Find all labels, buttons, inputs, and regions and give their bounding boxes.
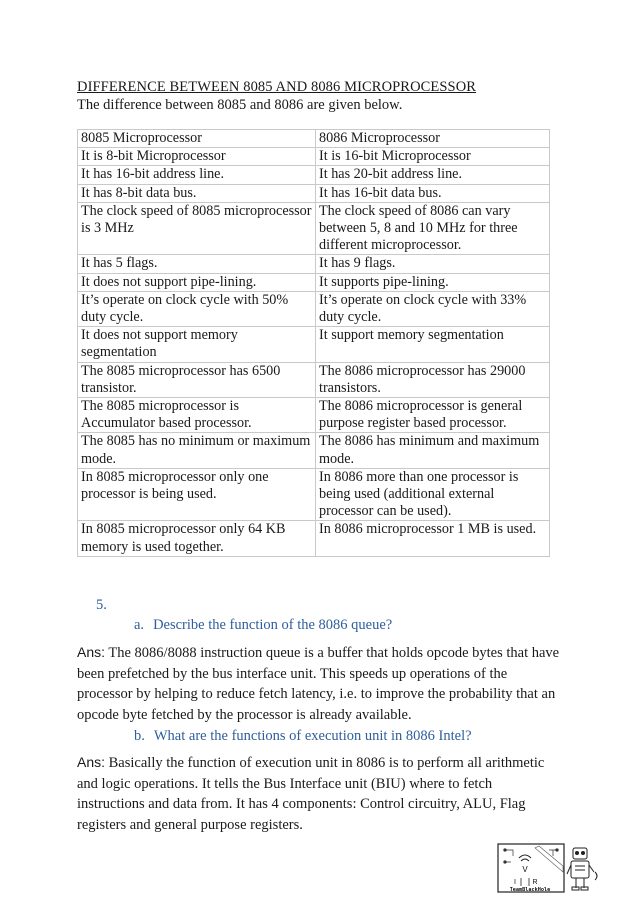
table-row <box>78 202 550 255</box>
table-row <box>78 166 550 184</box>
table-cell-8085: It has 5 flags. <box>78 255 316 273</box>
logo-letter-i: I <box>514 879 516 886</box>
comparison-table-body <box>78 130 550 557</box>
table-cell-8085: It is 8-bit Microprocessor <box>78 148 316 166</box>
table-cell-8086: In 8086 more than one processor is being used (additional external processor can be used). <box>316 468 550 521</box>
table-cell-8086: In 8086 microprocessor 1 MB is used. <box>316 521 550 556</box>
table-cell-8085: In 8085 microprocessor only one processor is being used. <box>78 468 316 521</box>
table-row <box>78 291 550 326</box>
table-cell-8085: It has 8-bit data bus. <box>78 184 316 202</box>
table-row <box>78 273 550 291</box>
logo-letter-v: V <box>522 865 528 874</box>
table-cell-8085: The 8085 has no minimum or maximum mode. <box>78 433 316 468</box>
question-a <box>134 616 392 634</box>
question-b-text: What are the functions of execution unit in 8086 Intel? <box>153 728 472 744</box>
table-cell-8085: It’s operate on clock cycle with 50% duty cycle. <box>78 291 316 326</box>
question-b-label: b. <box>134 728 145 744</box>
answer-a <box>77 642 563 725</box>
answer-b-label: Ans: <box>77 754 106 770</box>
logo-signal-icon <box>519 855 531 861</box>
table-cell-8086: It support memory segmentation <box>316 327 550 362</box>
table-header-row <box>78 130 550 148</box>
logo-letter-r: R <box>532 879 538 886</box>
table-row <box>78 521 550 556</box>
table-cell-8086: The clock speed of 8086 can vary between 5, 8 and 10 MHz for three different microprocessor. <box>316 202 550 255</box>
table-cell-8086: It has 16-bit data bus. <box>316 184 550 202</box>
comparison-table <box>77 129 550 557</box>
table-cell-8086: The 8086 microprocessor is general purpose register based processor. <box>316 398 550 433</box>
question-a-label: a. <box>134 617 145 633</box>
table-cell-8086: The 8086 has minimum and maximum mode. <box>316 433 550 468</box>
logo-brand-text: TeamBlackHole <box>509 887 551 893</box>
table-row <box>78 362 550 397</box>
table-row <box>78 148 550 166</box>
table-cell-8085: The 8085 microprocessor has 6500 transistor. <box>78 362 316 397</box>
table-cell-8085: It does not support pipe-lining. <box>78 273 316 291</box>
table-cell-8086: It has 20-bit address line. <box>316 166 550 184</box>
table-cell-8086: The 8086 microprocessor has 29000 transistors. <box>316 362 550 397</box>
table-row <box>78 468 550 521</box>
team-logo <box>497 842 605 894</box>
question-a-text: Describe the function of the 8086 queue? <box>153 617 393 633</box>
table-cell-8085: The 8085 microprocessor is Accumulator based processor. <box>78 398 316 433</box>
answer-a-text: The 8086/8088 instruction queue is a buffer that holds opcode bytes that have been prefetched by the bus interface unit. This speeds up operations of the processor by helping to reduce fetch latency, i.e. to improve the probability that an opcode byte fetched by the processor is already available. <box>77 645 560 723</box>
table-cell-8086: It is 16-bit Microprocessor <box>316 148 550 166</box>
table-row <box>78 398 550 433</box>
question-b <box>134 727 472 745</box>
table-cell-8086: It supports pipe-lining. <box>316 273 550 291</box>
table-cell-8085: It has 16-bit address line. <box>78 166 316 184</box>
table-row <box>78 327 550 362</box>
question-number: 5. <box>96 597 107 613</box>
table-cell-8085: In 8085 microprocessor only 64 KB memory is used together. <box>78 521 316 556</box>
table-row <box>78 184 550 202</box>
answer-b-text: Basically the function of execution unit in 8086 is to perform all arithmetic and logic operations. It tells the Bus Interface unit (BIU) where to fetch instructions and data from. It has 4 components: Control circuitry, ALU, Flag registers and general purpose registers. <box>77 755 545 833</box>
table-row <box>78 255 550 273</box>
table-cell-8086: 8086 Microprocessor <box>316 130 550 148</box>
robot-icon <box>567 848 597 890</box>
table-cell-8085: 8085 Microprocessor <box>78 130 316 148</box>
table-cell-8086: It’s operate on clock cycle with 33% duty cycle. <box>316 291 550 326</box>
answer-a-label: Ans: <box>77 644 106 660</box>
table-row <box>78 433 550 468</box>
answer-b <box>77 752 563 835</box>
page-heading: DIFFERENCE BETWEEN 8085 AND 8086 MICROPROCESSOR <box>77 79 477 95</box>
table-cell-8086: It has 9 flags. <box>316 255 550 273</box>
table-cell-8085: The clock speed of 8085 microprocessor is 3 MHz <box>78 202 316 255</box>
logo-frame <box>498 844 564 892</box>
table-cell-8085: It does not support memory segmentation <box>78 327 316 362</box>
intro-text: The difference between 8085 and 8086 are given below. <box>77 97 403 113</box>
